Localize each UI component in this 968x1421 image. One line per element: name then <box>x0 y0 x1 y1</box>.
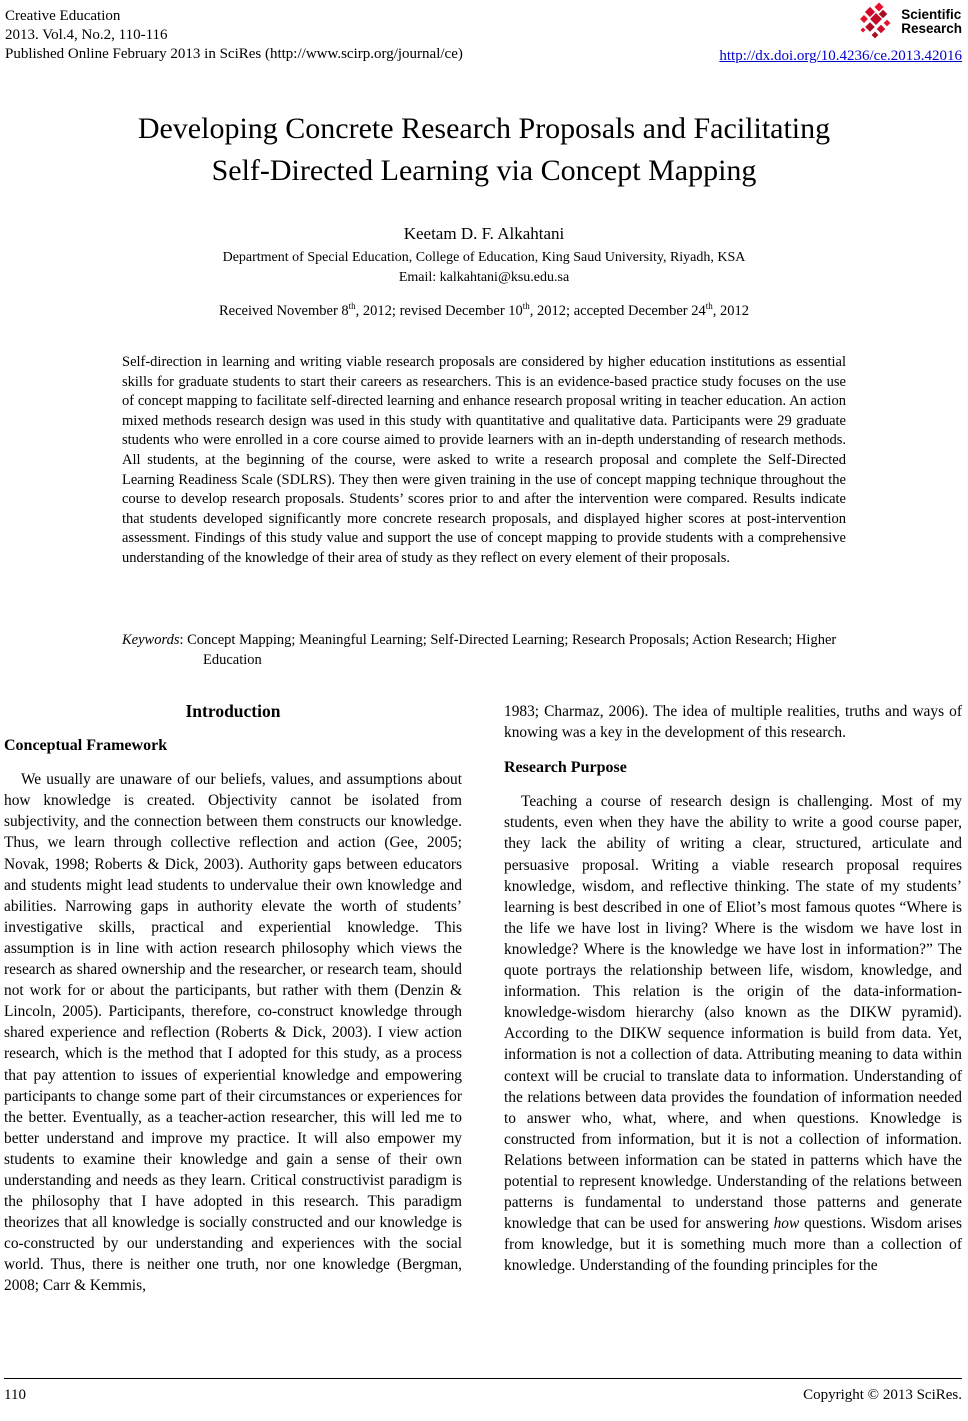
copyright-notice: Copyright © 2013 SciRes. <box>803 1387 962 1403</box>
journal-published-line: Published Online February 2013 in SciRes (http://www.scirp.org/journal/ce) <box>5 46 463 62</box>
publisher-logo-line1: Scientific <box>901 6 962 22</box>
keywords-line <box>122 631 846 670</box>
journal-issue: 2013. Vol.4, No.2, 110-116 <box>5 27 168 43</box>
abstract-text: Self-direction in learning and writing viable research proposals are considered by higher education institutions as essential skills for graduate students to start their careers as researchers. This is an evidence-based practice study focuses on the use of concept mapping to facilitate self-directed learning and enhance research proposal writing in teacher education. An action mixed methods research design was used in this study with quantitative and qualitative data. Participants were 29 graduate students who were enrolled in a core course aimed to provide learners with an in-depth understanding of research methods. All students, at the beginning of the course, were asked to write a research proposal and complete the Self-Directed Learning Readiness Scale (SDLRS). They then were given training in the use of concept mapping technique throughout the course to develop research proposals. Students’ scores prior to and after the intervention were compared. Results indicate that students developed significantly more concrete research proposals, and displayed higher scores at post-intervention assessment. Findings of this study value and support the use of concept mapping to provide students with a comprehensive understanding of the knowledge of their area of study as they reflect on every element of their proposals. <box>122 354 846 566</box>
author-email: Email: kalkahtani@ksu.edu.sa <box>398 270 570 285</box>
doi-link[interactable]: http://dx.doi.org/10.4236/ce.2013.42016 <box>719 48 962 64</box>
received-part2: , 2012; revised December 10 <box>355 303 523 319</box>
author-name: Keetam D. F. Alkahtani <box>403 224 565 243</box>
journal-header <box>5 7 463 64</box>
publisher-block <box>719 2 962 65</box>
research-purpose-part1: Teaching a course of research design is challenging. Most of my students, even when they have the ability to write a good course paper, they lack the ability of writing a clear, structured, articulate and persuasive proposal. Writing a viable research proposal requires knowledge, wisdom, and reflective thinking. The state of my students’ learning is best described in one of Eliot’s most famous quotes “Where is the life we have lost in living? Where is the wisdom we have lost in knowledge? Where is the knowledge we have lost in information?” The quote portrays the relationship between life, wisdom, knowledge, and information. This relation is the origin of the data-information-knowledge-wisdom hierarchy (also known as the DIKW pyramid). According to the DIKW sequence information is build from data. Yet, information is not a collection of data. Attributing meaning to data within context will be crucial to translate data to information. Understanding of the relations between data provides the foundation of information needed to answer who, what, where, and when questions. Knowledge is constructed from information, but it is not a collection of information. Relations between information can be stated in patterns which have the potential to represent knowledge. Understanding of the relations between patterns is fundamental to understand those patterns and generate knowledge that can be used for answering <box>504 793 962 1233</box>
author-affiliation: Department of Special Education, College of Education, King Saud University, Riyadh, KSA <box>222 250 746 265</box>
section-heading-introduction: Introduction <box>185 701 281 721</box>
paper-title-line1: Developing Concrete Research Proposals and Facilitating <box>137 112 831 145</box>
journal-name: Creative Education <box>5 8 121 24</box>
received-sup1: th <box>348 301 356 312</box>
footer-rule <box>4 1378 962 1379</box>
page-number: 110 <box>4 1387 26 1403</box>
body-columns <box>4 701 962 1297</box>
conceptual-framework-paragraph: We usually are unaware of our beliefs, values, and assumptions about how knowledge is created. Objectivity cannot be isolated from subjectivity, and the connection between them constructs our knowledge. Thus, we learn through collective reflection and action (Gee, 2005; Novak, 1998; Roberts & Dick, 2003). Authority gaps between educators and students might lead students to undervalue their own knowledge and abilities. Narrowing gaps in authority elevate the worth of students’ investigative skills, practical and experiential knowledge. This assumption is in line with action research philosophy which views the research as shared ownership and the researcher, or research team, should not work for or about the participants, but rather with them (Denzin & Lincoln, 2005). Participants, therefore, co-construct knowledge through shared experience and reflection (Roberts & Dick, 2003). I view action research, which is the method that I adopted for this study, as a process that pay attention to issues of experiential knowledge and empowering participants to change some part of their circumstances or experiences for the better. Eventually, as a teacher-action researcher, this will led me to better understand and improve my practice. It will also empower my students to examine their knowledge and gain a sense of their own understanding and needs as they learn. Critical constructivist paradigm is the philosophy that I have adopted in this research. This paradigm theorizes that all knowledge is socially constructed and our knowledge is co-constructed by our understanding and experiences with the social world. Thus, there is neither one truth, nor one knowledge (Bergman, 2008; Carr & Kemmis, <box>4 771 462 1295</box>
paper-title-line2: Self-Directed Learning via Concept Mapping <box>211 154 757 187</box>
publisher-logo-text <box>901 8 962 37</box>
received-part1: Received November 8 <box>219 303 349 319</box>
publisher-logo <box>719 2 962 42</box>
conceptual-framework-paragraph-continued: 1983; Charmaz, 2006). The idea of multiple realities, truths and ways of knowing was a key in the development of this research. <box>504 703 962 742</box>
keywords-text: : Concept Mapping; Meaningful Learning; Self-Directed Learning; Research Proposals; Action Research; Higher Education <box>179 632 837 668</box>
received-part4: , 2012 <box>712 303 749 319</box>
research-purpose-paragraph <box>504 791 962 1276</box>
right-column <box>504 701 962 1297</box>
received-line <box>0 303 968 320</box>
subsection-heading-research-purpose: Research Purpose <box>504 759 627 777</box>
received-sup2: th <box>522 301 530 312</box>
research-purpose-part2: questions. Wisdom arises from knowledge, but it is something much more than a collection of knowledge. Understanding of the founding principles for the <box>504 1215 962 1275</box>
received-part3: , 2012; accepted December 24 <box>529 303 706 319</box>
scientific-research-diamonds-icon <box>856 2 896 42</box>
received-sup3: th <box>705 301 713 312</box>
left-column <box>4 701 462 1297</box>
publisher-logo-line2: Research <box>901 21 962 36</box>
keywords-label: Keywords <box>122 632 180 648</box>
paper-title <box>0 108 968 192</box>
subsection-heading-conceptual-framework: Conceptual Framework <box>4 737 168 755</box>
research-purpose-italic-word: how <box>773 1215 800 1233</box>
